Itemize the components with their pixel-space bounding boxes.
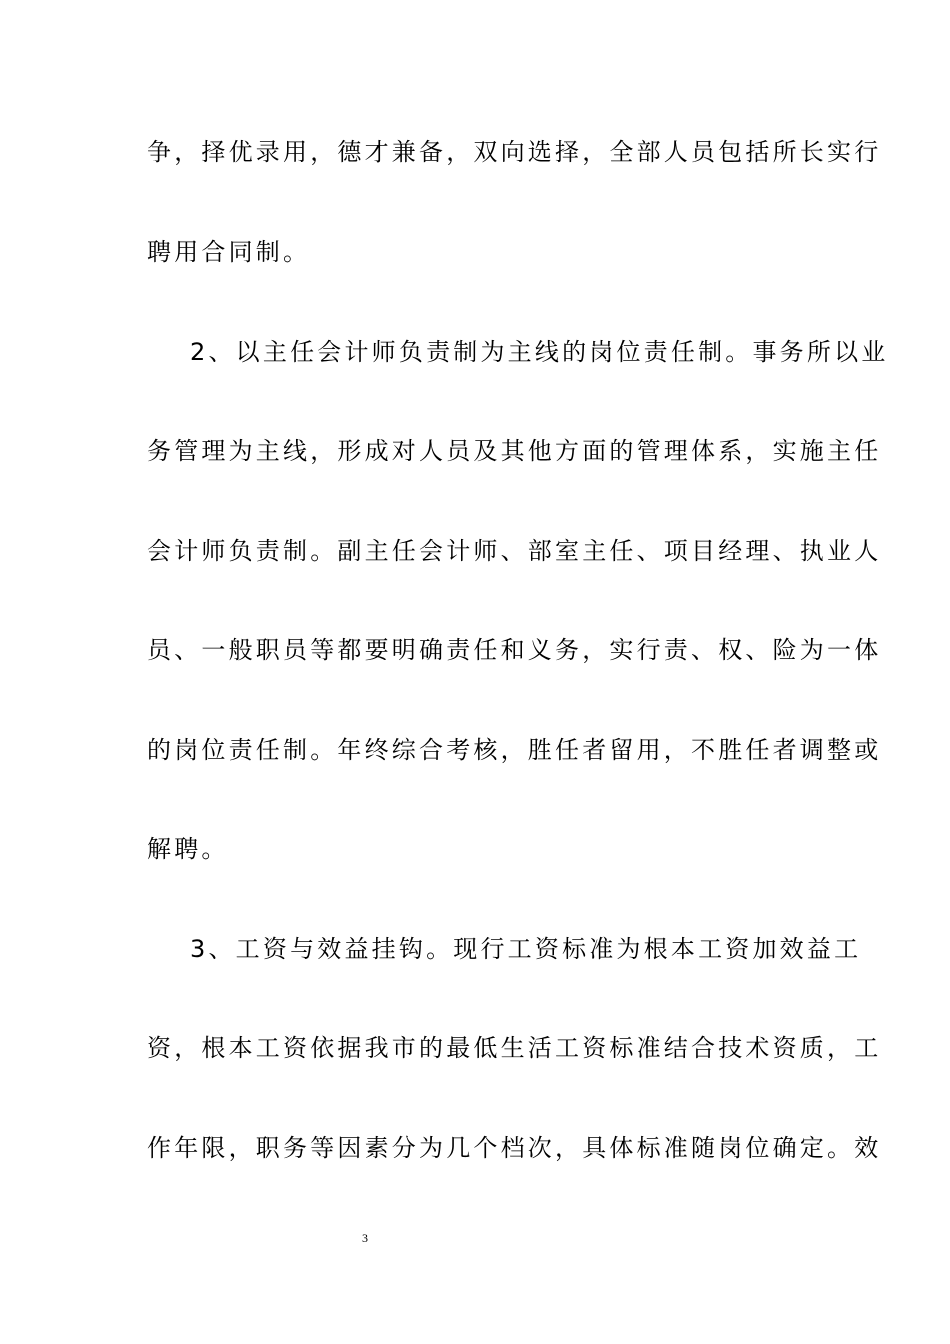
text-line: 聘用合同制。 [147,238,311,266]
paragraph-heading-3: 3、工资与效益挂钩。现行工资标准为根本工资加效益工 [190,935,862,963]
text-line: 的岗位责任制。年终综合考核，胜任者留用，不胜任者调整或 [147,736,882,764]
text-line: 会计师负责制。副主任会计师、部室主任、项目经理、执业人 [147,537,882,565]
text-line: 员、一般职员等都要明确责任和义务，实行责、权、险为一体 [147,636,882,664]
text-line: 作年限，职务等因素分为几个档次，具体标准随岗位确定。效 [147,1134,882,1162]
text-line: 解聘。 [147,835,229,863]
text-line: 务管理为主线，形成对人员及其他方面的管理体系，实施主任 [147,437,882,465]
text-line: 争，择优录用，德才兼备，双向选择，全部人员包括所长实行 [147,138,882,166]
paragraph-heading-2: 2、以主任会计师负责制为主线的岗位责任制。事务所以业 [190,338,889,366]
text-line: 资，根本工资依据我市的最低生活工资标准结合技术资质，工 [147,1034,882,1062]
page-number: 3 [362,1231,368,1245]
